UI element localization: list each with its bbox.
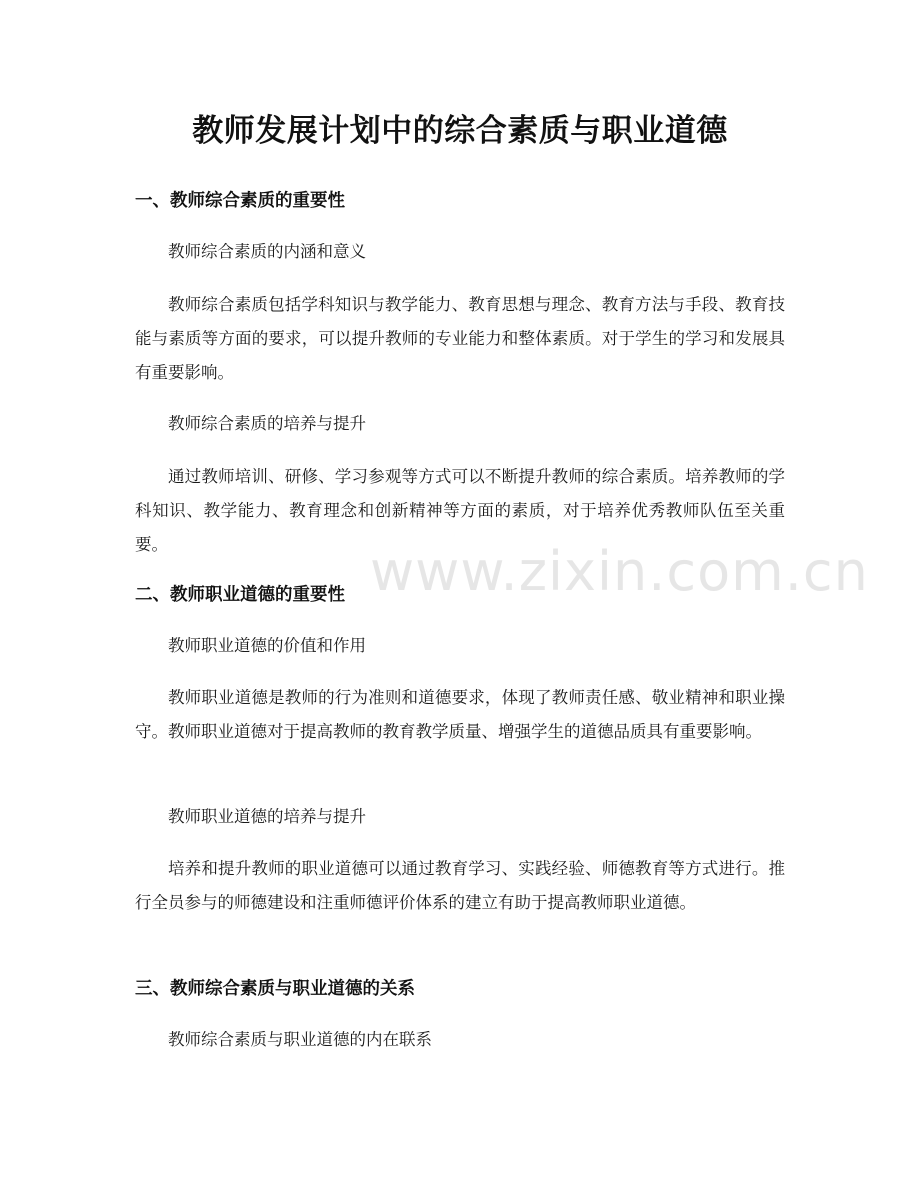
paragraph-2-1: 教师职业道德是教师的行为准则和道德要求，体现了教师责任感、敬业精神和职业操守。教师职业道德对于提高教师的教育教学质量、增强学生的道德品质具有重要影响。 [135,688,785,741]
section-heading-3: 三、教师综合素质与职业道德的关系 [135,979,415,999]
paragraph-2-2: 培养和提升教师的职业道德可以通过教育学习、实践经验、师德教育等方式进行。推行全员参与的师德建设和注重师德评价体系的建立有助于提高教师职业道德。 [135,859,785,912]
paragraph-1-2: 通过教师培训、研修、学习参观等方式可以不断提升教师的综合素质。培养教师的学科知识、教学能力、教育理念和创新精神等方面的素质，对于培养优秀教师队伍至关重要。 [135,467,785,554]
subheading-1-2: 教师综合素质的培养与提升 [168,414,366,433]
section-heading-2: 二、教师职业道德的重要性 [135,585,345,605]
paragraph-1-1: 教师综合素质包括学科知识与教学能力、教育思想与理念、教育方法与手段、教育技能与素质等方面的要求，可以提升教师的专业能力和整体素质。对于学生的学习和发展具有重要影响。 [135,295,785,382]
subheading-3-1: 教师综合素质与职业道德的内在联系 [168,1030,432,1049]
document-title: 教师发展计划中的综合素质与职业道德 [192,113,728,149]
subheading-2-2: 教师职业道德的培养与提升 [168,807,366,826]
subheading-2-1: 教师职业道德的价值和作用 [168,636,366,655]
watermark: www.zixin.com.cn [370,540,869,603]
section-heading-1: 一、教师综合素质的重要性 [135,191,345,211]
subheading-1-1: 教师综合素质的内涵和意义 [168,242,366,261]
